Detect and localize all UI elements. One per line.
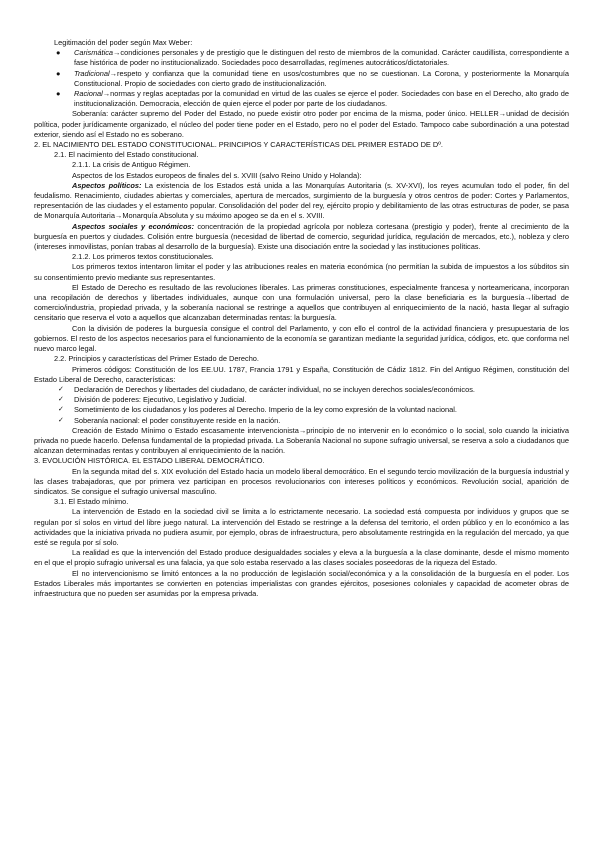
bullet-dot-icon: ● xyxy=(56,89,61,99)
section-2-2-heading: 2.2. Principios y características del Primer Estado de Derecho. xyxy=(54,354,259,364)
checkmark-icon: ✓ xyxy=(58,406,64,414)
estado-minimo-creacion-paragraph: Creación de Estado Mínimo o Estado escasamente intervencionista→principio de no intervenir en lo económico o lo social, solo cuando la iniciativa privada no puede hacerlo. Defensa fundamental de la propiedad privada. La Soberanía Nacional no supone sufragio universal, se reserva a solo a ciudadanos que alcanzan determinadas rentas y contribuyen al enriquecimiento de la nación. xyxy=(34,425,569,456)
bullet-racional xyxy=(34,89,569,109)
estado-minimo-paragraph-1: La intervención de Estado en la sociedad civil se limita a lo estrictamente necesario. La sociedad está compuesta por individuos y grupos que se regulan por sí solos en virtud del libre juego natural. La intervención del Estado se restringe a la defensa del territorio, el orden público y en lo económico a las actividades que la iniciativa privada no pudiera asumir, por ejemplo, obras de infraestructura, pero absolutamente restringida en la regulación del mercado, ya que esté se regula por sí solo. xyxy=(34,507,569,547)
bullet-text: normas y reglas aceptadas por la comunidad en virtud de las cuales se ejerce el poder. Sociedades con base en el Derecho, alto grado de institucionalización. Democracia, elección de quien ejerce el poder por parte de los ciudadanos. xyxy=(74,89,569,109)
estado-minimo-paragraph-3: El no intervencionismo se limitó entonces a la no producción de legislación social/económica y a la consolidación de la burguesía en el poder. Los Estados Liberales más importantes se convierten en potencias imperialistas con grandes ejércitos, posesiones coloniales y capacidad de acometer obras de infraestructura que no pueden ser asumidas por la empresa privada. xyxy=(34,568,569,598)
bullet-term: Carismática xyxy=(74,48,114,58)
bullet-dot-icon: ● xyxy=(56,48,61,58)
textos-paragraph-3: Con la división de poderes la burguesía consigue el control del Parlamento, y con ello el control de la actividad financiera y presupuestaria de los gobiernos. El resto de los aspectos necesarios para el funcionamiento de la economía se garantizan mediante la seguridad jurídica, códigos, etc. que conforma nel nuevo marco legal. xyxy=(34,323,569,354)
aspectos-sociales-text: concentración de la propiedad agrícola por nobleza cortesana (prestigio y poder), frente al crecimiento de la burguesía en puertos y ciudades. Colisión entre burguesía (necesidad de libertad de comercio, seguridad jurídica, regulación de mercados, etc.), nobleza y clero (intereses inmovilistas, ponían trabas al desarrollo de la burguesía). Existe una disociación entre la sociedad y las instituciones políticas. xyxy=(34,221,569,252)
check-item-text: División de poderes: Ejecutivo, Legislativo y Judicial. xyxy=(74,395,247,405)
check-item xyxy=(34,395,569,405)
checkmark-icon: ✓ xyxy=(58,416,64,424)
section-2-1-heading: 2.1. El nacimiento del Estado constitucional. xyxy=(54,150,199,160)
section-2-heading: 2. EL NACIMIENTO DEL ESTADO CONSTITUCIONAL. PRINCIPIOS Y CARACTERÍSTICAS DEL PRIMER ESTADO DE Dº. xyxy=(34,140,443,150)
bullet-term: Tradicional xyxy=(74,68,110,78)
section-3-heading: 3. EVOLUCIÓN HISTÓRICA. EL ESTADO LIBERAL DEMOCRÁTICO. xyxy=(34,456,265,466)
legitimacion-heading: Legitimación del poder según Max Weber: xyxy=(54,38,193,47)
bullet-dot-icon: ● xyxy=(56,68,61,78)
checkmark-icon: ✓ xyxy=(58,385,64,393)
bullet-text: condiciones personales y de prestigio que le distinguen del resto de miembros de la comunidad. Carácter caudillista, correspondiente a fase histórica de poder no institucionalizado. Sociedades poco desarrolladas, regímenes autocráticos/dictatoriales. xyxy=(74,48,569,68)
aspectos-politicos-label: Aspectos políticos: xyxy=(72,180,142,190)
section-3-paragraph: En la segunda mitad del s. XIX evolución del Estado hacia un modelo liberal democrático. En el segundo tercio movilización de la burguesía industrial y las clases trabajadoras, que por primera vez participan en procesos revolucionarios con intereses políticos y económicos. Revolución social, aparición de sindicatos. Se consigue el sufragio universal masculino. xyxy=(34,466,569,496)
arrow-icon: → xyxy=(113,48,121,58)
section-2-1-2-heading: 2.1.2. Los primeros textos constitucionales. xyxy=(72,252,214,262)
aspectos-politicos-text: La existencia de los Estados está unida a las Monarquías Autoritaria (s. XV-XVI), los reyes acumulan todo el poder, fin del feudalismo. Renacimiento, ciudades abiertas y comerciales, apertura de mercados, surgimiento de la burguesía y otros centros de poder: Cortes y Parlamentos, representación de las ciudades y el estamento popular. Consolidación del poder del rey, ejército propio y debilitamiento de las otras estructuras de poder, se pasa de Monarquía Autoritaria→Monarquía Absoluta y su máximo apogeo se da en el s. XVIII. xyxy=(34,180,569,221)
section-3-1-heading: 3.1. El Estado mínimo. xyxy=(54,497,129,507)
bullet-tradicional xyxy=(34,69,569,89)
check-item xyxy=(34,416,569,426)
aspectos-sociales-paragraph xyxy=(34,222,569,253)
section-2-1-1-heading: 2.1.1. La crisis de Antiguo Régimen. xyxy=(72,160,191,170)
estado-minimo-paragraph-2: La realidad es que la intervención del Estado produce desigualdades sociales y eleva a la burguesía a la clase dominante, desde el mismo momento en el que el propio sufragio universal es una falacia, ya que solo estaba reservado a las clases sociales poseedoras de la riqueza del Estado. xyxy=(34,548,569,568)
bullet-text: respeto y confianza que la comunidad tiene en usos/costumbres que no se cuestionan. La Corona, y posteriormente la Monarquía Constitucional. Propio de sociedades con cierto grado de institucionalización. xyxy=(74,68,569,88)
codigos-paragraph: Primeros códigos: Constitución de los EE.UU. 1787, Francia 1791 y España, Constitución de Cádiz 1812. Fin del Antiguo Régimen, constitución del Estado Liberal de Derecho, características: xyxy=(34,364,569,384)
soberania-paragraph: Soberanía: carácter supremo del Poder del Estado, no puede existir otro poder por encima de la misma, poder único. HELLER→unidad de decisión política, poder jurídicamente organizado, el núcleo del poder tiene poder en el Estado, pero no el poder del Estado. Tampoco cabe subordinación a una potestad exterior, siendo así el Estado no es soberano. xyxy=(34,109,569,139)
checkmark-icon: ✓ xyxy=(58,396,64,404)
aspectos-politicos-paragraph xyxy=(34,181,569,222)
check-item-text: Declaración de Derechos y libertades del ciudadano, de carácter individual, no se incluyen derechos sociales/económicos. xyxy=(74,384,475,394)
check-item xyxy=(34,405,569,415)
aspectos-sociales-label: Aspectos sociales y económicos: xyxy=(72,221,195,231)
check-item xyxy=(34,385,569,395)
check-item-text: Sometimiento de los ciudadanos y los poderes al Derecho. Imperio de la ley como expresión de la voluntad nacional. xyxy=(74,405,457,415)
arrow-icon: → xyxy=(102,89,111,99)
textos-paragraph-1: Los primeros textos intentaron limitar el poder y las atribuciones reales en materia económica (no permitían la subida de impuestos a los súbditos sin su consentimiento previo mediante sus representantes. xyxy=(34,262,569,282)
aspectos-intro: Aspectos de los Estados europeos de finales del s. XVIII (salvo Reino Unido y Holanda): xyxy=(72,170,362,180)
textos-paragraph-2: El Estado de Derecho es resultado de las revoluciones liberales. Las primeras constituciones, especialmente francesa y norteamericana, incorporan una recopilación de derechos y libertades individuales, aunque con una formulación universal, pero la clase beneficiaria es la burguesía→libertad de comercio/industria, propiedad privada, y la soberanía nacional se restringe a aquellos que contribuyen al enriquecimiento de la nació, hasta llegar al sufragio censitario que reserva el voto a aquellos que alcanzaban determinadas rentas: la burguesía. xyxy=(34,282,569,323)
arrow-icon: → xyxy=(109,68,117,78)
check-item-text: Soberanía nacional: el poder constituyente reside en la nación. xyxy=(74,415,281,425)
bullet-carismatica xyxy=(34,48,569,68)
bullet-term: Racional xyxy=(74,89,103,99)
